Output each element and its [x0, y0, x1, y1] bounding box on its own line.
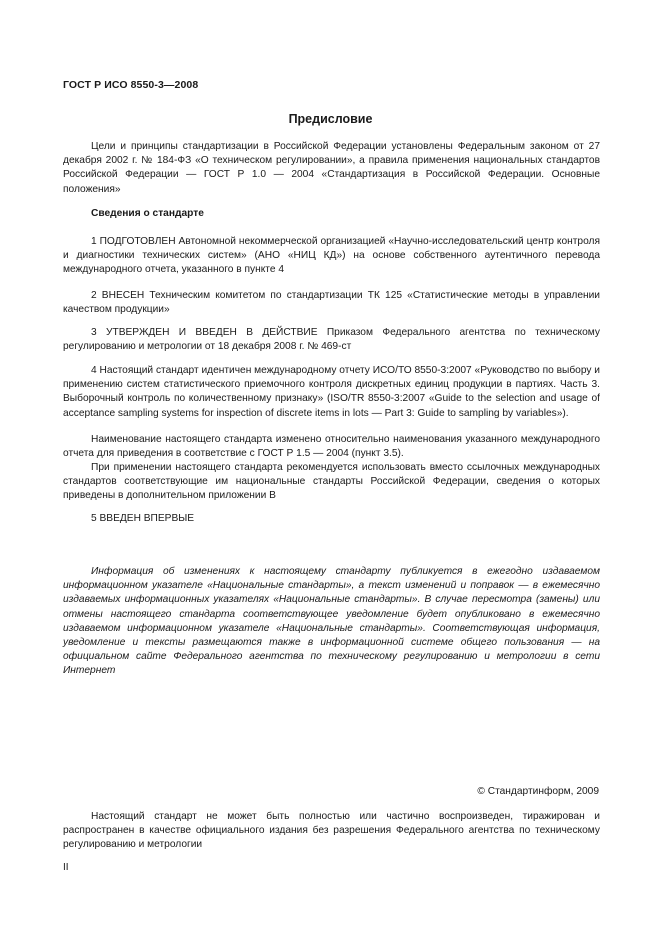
- intro-paragraph: Цели и принципы стандартизации в Российской Федерации установлены Федеральным законом от 27 декабря 2002 г. № 184-ФЗ «О техническом регулировании», а правила применения национальных стандартов Российской Федерации — ГОСТ Р 1.0 — 2004 «Стандартизация в Российской Федерации. Основные положения»: [63, 141, 600, 195]
- item-4-paragraph: 4 Настоящий стандарт идентичен международному отчету ИСО/ТО 8550-3:2007 «Руководство по выбору и применению систем статистического приемочного контроля дискретных единиц продукции в партиях. Часть 3. Выборочный контроль по количественному признаку» (ISO/TR 8550-3:2007 «Guide to the selection and usage of acceptance sampling systems for inspection of discrete items in lots — Part 3: Guide to sampling by variables»).: [63, 365, 600, 419]
- section-heading: Сведения о стандарте: [91, 208, 204, 219]
- page-number: II: [63, 862, 69, 873]
- rights-paragraph: Настоящий стандарт не может быть полностью или частично воспроизведен, тиражирован и распространен в качестве официального издания без разрешения Федерального агентства по техническому регулированию и метрологии: [63, 811, 600, 851]
- copyright-line: © Стандартинформ, 2009: [477, 786, 599, 797]
- document-code: ГОСТ Р ИСО 8550-3—2008: [63, 79, 199, 91]
- item-4-references-paragraph: При применении настоящего стандарта рекомендуется использовать вместо ссылочных международных стандартов соответствующие им национальные стандарты Российской Федерации, сведения о которых приведены в дополнительном приложении В: [63, 462, 600, 502]
- item-5-paragraph: 5 ВВЕДЕН ВПЕРВЫЕ: [91, 513, 195, 524]
- item-3-paragraph: 3 УТВЕРЖДЕН И ВВЕДЕН В ДЕЙСТВИЕ Приказом Федерального агентства по техническому регулированию и метрологии от 18 декабря 2008 г. № 469-ст: [63, 327, 600, 353]
- changes-notice-paragraph: Информация об изменениях к настоящему стандарту публикуется в ежегодно издаваемом информационном указателе «Национальные стандарты», а текст изменений и поправок — в ежемесячно издаваемых информационных указателях «Национальные стандарты». В случае пересмотра (замены) или отмены настоящего стандарта соответствующее уведомление будет опубликовано в ежемесячно издаваемом информационном указателе «Национальные стандарты». Соответствующая информация, уведомление и тексты размещаются также в информационной системе общего пользования — на официальном сайте Федерального агентства по техническому регулированию и метрологии в сети Интернет: [63, 566, 600, 677]
- item-2-paragraph: 2 ВНЕСЕН Техническим комитетом по стандартизации ТК 125 «Статистические методы в управлении качеством продукции»: [63, 290, 600, 316]
- item-1-paragraph: 1 ПОДГОТОВЛЕН Автономной некоммерческой организацией «Научно-исследовательский центр контроля и диагностики технических систем» (АНО «НИЦ КД») на основе собственного аутентичного перевода международного отчета, указанного в пункте 4: [63, 236, 600, 276]
- item-4-note-paragraph: Наименование настоящего стандарта изменено относительно наименования указанного международного отчета для приведения в соответствие с ГОСТ Р 1.5 — 2004 (пункт 3.5).: [63, 434, 600, 460]
- page-title: Предисловие: [288, 112, 373, 126]
